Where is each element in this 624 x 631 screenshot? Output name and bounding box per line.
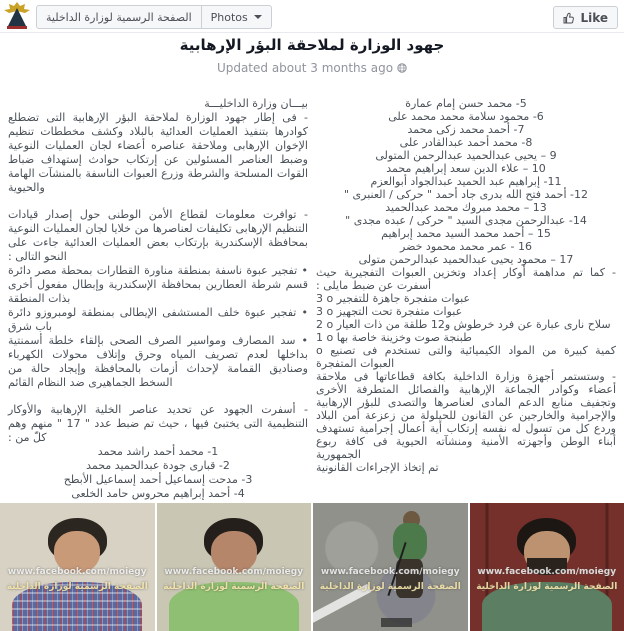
statement-line: - توافرت معلومات لقطاع الأمن الوطنى حول إصدار قيادات التنظيم الإرهابى تكليفات لعناصرها من خلايا لجان العمليات النوعية بمحافظة الإسكندرية بإرتكاب بعض العمليات العدائية جاءت على النحو التالى :: [8, 208, 308, 263]
figure-torso: [393, 523, 427, 561]
statement-line: 3- مدحت إسماعيل أحمد إسماعيل الأبطح: [63, 473, 253, 486]
like-button-label: Like: [580, 10, 608, 25]
statement-line: 4- أحمد إبراهيم محروس حامد الخلعى: [71, 487, 245, 500]
statement-line: 11- إبراهيم عبد الحميد عبدالجواد أبوالعزم: [370, 175, 562, 188]
globe-privacy-icon: [397, 63, 407, 73]
statement-line: 9 – يحيى عبدالحميد عبدالرحمن المتولى: [375, 149, 557, 162]
statement-line: 17 – محمود يحيى عبدالحميد عبدالرحمن متولى: [358, 253, 574, 266]
statement-column-right: [316, 97, 616, 474]
page-name-button[interactable]: الصفحة الرسمية لوزارة الداخلية: [37, 6, 202, 28]
updated-timestamp: [0, 61, 624, 75]
post-title: جهود الوزارة لملاحقة البؤر الإرهابية: [179, 36, 445, 54]
watermark-url: www.facebook.com/moiegy: [164, 567, 304, 577]
page-logo-icon[interactable]: [4, 2, 30, 29]
statement-line: 14- عبدالرحمن مجدى السيد " حركى / عبده مجدى ": [345, 214, 587, 227]
watermark-page-name: الصفحة الرسمية لوزارة الداخلية: [319, 582, 461, 593]
statement-line: [8, 390, 308, 403]
statement-line: 3 o عبوات متفجرة تحت التجهيز: [316, 305, 463, 318]
statement-line: 1 o طبنجة صوت وخزينة خاصة بها: [316, 331, 472, 344]
photo-thumbnail[interactable]: [313, 503, 468, 631]
statement-column-left: [8, 97, 308, 501]
statement-line: 8- محمد أحمد عبدالقادر على: [399, 136, 533, 149]
statement-line: 16 - عمر محمد محمود خضر: [400, 240, 532, 253]
photo-thumbnail[interactable]: [157, 503, 312, 631]
photos-dropdown-button[interactable]: [202, 6, 271, 28]
photo-thumbnail[interactable]: [470, 503, 624, 631]
statement-line: • تفجير عبوة ناسفة بمنطقة مناورة القطارات بمحطة مصر دائرة قسم شرطة العطارين بمحافظة الإسكندرية وإبطال مفعول أخرى بذات المنطقة: [8, 264, 308, 305]
photo-thumbnail[interactable]: [0, 503, 155, 631]
watermark-page-name: الصفحة الرسمية لوزارة الداخلية: [6, 582, 148, 593]
statement-line: 5- محمد حسن إمام عمارة: [405, 97, 527, 110]
statement-line: o كمية كبيرة من المواد الكيميائية والتى تستخدم فى تصنيع العبوات المتفجرة: [316, 344, 616, 370]
statement-line: 2- قبارى جودة عبدالحميد محمد: [86, 459, 230, 472]
statement-line: 13 – محمد مبروك محمد عبدالحميد: [385, 201, 547, 214]
thumbs-up-icon: [563, 12, 575, 24]
statement-line: - وستستمر أجهزة وزارة الداخلية بكافة قطاعاتها فى ملاحقة أعضاء وكوادر الجماعة الإرهابية والفصائل المتطرفة الأخرى وتجفيف منابع الدعم المادى لعناصرها والتصدى للبؤر الإرهابية والإجرامية والخارجين عن القانون للحيلولة من زعزعة أمن البلاد وردع كل من تسول له نفسه إرتكاب أية أعمال إجرامية تستهدف أبناء الوطن وأجهزته الأمنية ومنشآته الحيوية فى كافة ربوع الجمهورية: [316, 370, 616, 461]
statement-line: بيـــان وزارة الداخليـــة: [204, 97, 308, 110]
statement-line: 12- أحمد فتح الله بدرى جاد أحمد " حركى / العنبرى ": [344, 188, 588, 201]
watermark-url: www.facebook.com/moiegy: [7, 567, 147, 577]
statement-line: 1- محمد أحمد راشد محمد: [97, 445, 219, 458]
statement-line: - فى إطار جهود الوزارة لملاحقة البؤر الإرهابية التى تضطلع كوادرها بتنفيذ العمليات العدائية بالبلاد وكشف مخططات تنظيم الإخوان الإرهابى وملاحقة عناصره أعضاء لجان العمليات النوعية وضبط العناصر المسئولين عن إرتكاب حوادث إستهداف ضباط القوات المسلحة والشرطة وزرع العبوات الناسفة بالمنشآت الهامة والحيوية: [8, 111, 308, 194]
like-button[interactable]: [553, 6, 618, 29]
header-bar: [0, 0, 624, 33]
statement-line: • سد المصارف ومواسير الصرف الصحى بإلقاء خلطة أسمنتية بداخلها لعدم تصريف المياه وحرق وإتلاف محولات الكهرباء وصناديق القمامة لإحداث أزمات بالمحافظة وإيجاد حالة من السخط الجماهيرى ضد النظام القائم: [8, 334, 308, 389]
updated-text: Updated about 3 months ago: [216, 61, 394, 75]
statement-line: 7- أحمد محمد زكى محمد: [407, 123, 525, 136]
statement-line: 3 o عبوات متفجرة جاهزة للتفجير: [316, 292, 471, 305]
watermark-url: www.facebook.com/moiegy: [320, 567, 460, 577]
street-grate: [381, 618, 412, 627]
statement-line: [8, 195, 308, 208]
statement-line: - أسفرت الجهود عن تحديد عناصر الخلية الإرهابية والأوكار التنظيمية التى يختبئ فيها ، حيث تم ضبط عدد " 17 " منهم وهم كلّ من :: [8, 403, 309, 444]
statement-line: 6- محمود سلامة محمد محمد على: [388, 110, 544, 123]
watermark-page-name: الصفحة الرسمية لوزارة الداخلية: [476, 582, 618, 593]
statement-line: 2 o سلاح نارى عبارة عن فرد خرطوش و12 طلقة من ذات العيار: [316, 318, 611, 331]
statement-line: - كما تم مداهمة أوكار إعداد وتخزين العبوات التفجيرية حيث أسفرت عن ضبط مايلى :: [316, 266, 616, 292]
statement-line: • تفجير عبوة خلف المستشفى الإيطالى بمنطقة لومبروزو دائرة باب شرق: [8, 306, 308, 333]
watermark-url: www.facebook.com/moiegy: [477, 567, 617, 577]
statement-line: تم إتخاذ الإجراءات القانونية: [316, 461, 439, 474]
page-nav-group: [36, 5, 272, 29]
chevron-down-icon: [254, 15, 262, 23]
photos-button-label: Photos: [210, 10, 248, 24]
photo-strip: [0, 503, 624, 631]
statement-line: 10 – علاء الدين سعد إبراهيم محمد: [386, 162, 546, 175]
watermark-page-name: الصفحة الرسمية لوزارة الداخلية: [163, 582, 305, 593]
statement-line: 15 – أحمد محمد السيد محمد إبراهيم: [381, 227, 551, 240]
